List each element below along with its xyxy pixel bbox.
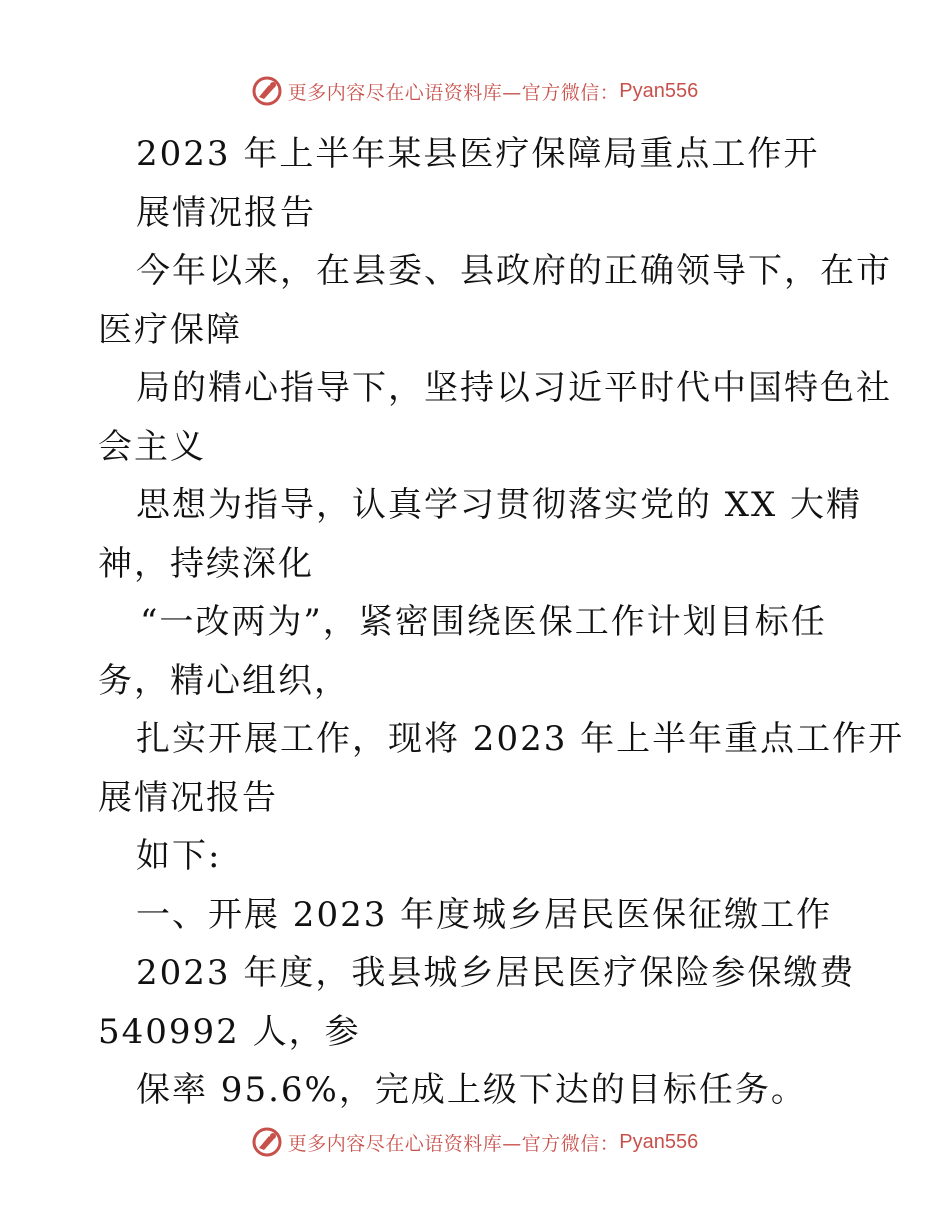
footer-watermark — [0, 1122, 950, 1162]
paragraph-line: 展情况报告 — [98, 777, 278, 818]
paragraph-line: 医疗保障 — [98, 309, 242, 350]
paragraph-line: “一改两为”，紧密围绕医保工作计划目标任 — [140, 602, 827, 642]
section-heading: 一、开展 2023 年度城乡居民医保征缴工作 — [136, 894, 833, 935]
header-watermark — [0, 71, 950, 111]
paragraph-line: 保率 95.6%，完成上级下达的目标任务。 — [136, 1070, 807, 1110]
title-line-1: 2023 年上半年某县医疗保障局重点工作开 — [136, 134, 820, 174]
document-body — [98, 125, 905, 1120]
logo-icon — [252, 76, 282, 106]
paragraph-line: 会主义 — [98, 426, 206, 467]
title-line-2: 展情况报告 — [136, 192, 316, 233]
paragraph-line: 扎实开展工作，现将 2023 年上半年重点工作开 — [136, 719, 905, 759]
watermark-wechat-id: Pyan556 — [619, 1130, 699, 1153]
paragraph-line: 神，持续深化 — [98, 543, 314, 584]
logo-icon — [252, 1127, 282, 1157]
paragraph-line: 如下: — [136, 836, 222, 876]
watermark-wechat-id: Pyan556 — [619, 79, 699, 102]
watermark-text: 更多内容尽在心语资料库—官方微信： — [287, 81, 620, 104]
paragraph-line: 局的精心指导下，坚持以习近平时代中国特色社 — [136, 368, 892, 408]
paragraph-line: 思想为指导，认真学习贯彻落实党的 XX 大精 — [136, 485, 863, 525]
paragraph-line: 今年以来，在县委、县政府的正确领导下，在市 — [136, 251, 892, 291]
paragraph-line: 2023 年度，我县城乡居民医疗保险参保缴费 — [136, 953, 856, 993]
paragraph-line: 务，精心组织， — [98, 660, 350, 701]
paragraph-line: 540992 人，参 — [98, 1011, 361, 1052]
watermark-text: 更多内容尽在心语资料库—官方微信： — [287, 1132, 620, 1155]
